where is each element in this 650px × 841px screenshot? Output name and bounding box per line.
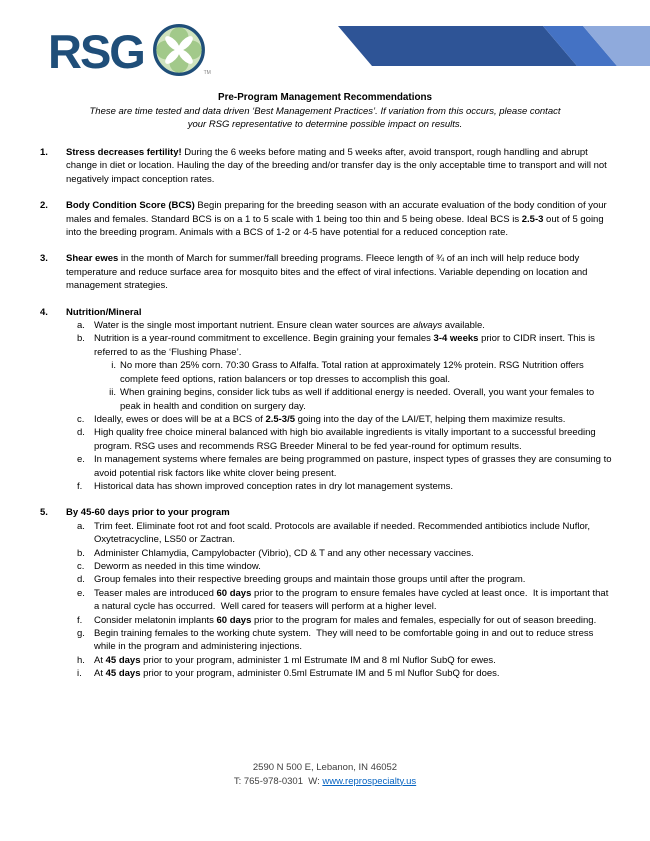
list-item [77, 480, 614, 493]
list-marker: b. [77, 547, 85, 559]
list-marker: d. [77, 427, 85, 439]
footer-website-link[interactable]: www.reprospecialty.us [322, 775, 417, 787]
list-item-text: Consider melatonin implants 60 days prior to the program for males and females, especially for out of season breeding. [94, 614, 597, 626]
list-item-text: At 45 days prior to your program, administer 0.5ml Estrumate IM and 5 ml Nuflor SubQ for does. [94, 668, 500, 680]
list-item [40, 306, 614, 319]
list-item-text: At 45 days prior to your program, administer 1 ml Estrumate IM and 8 ml Nuflor SubQ for ewes. [94, 654, 496, 666]
list-marker: ii. [109, 387, 116, 399]
header-banner-graphic [0, 26, 650, 66]
list-item-text: No more than 25% corn. 70:30 Grass to Alfalfa. Total ration at approximately 12% protein. RSG Nutrition offers complete feed options, ration balancers or top dresses to accomplish this goal. [120, 360, 587, 385]
list-item-group [40, 199, 614, 239]
list-item-group [40, 560, 614, 573]
list-marker: d. [77, 574, 85, 586]
list-item [77, 654, 614, 667]
list-item [77, 426, 614, 453]
list-item [77, 332, 614, 359]
list-item [103, 359, 614, 386]
list-item-group [40, 332, 614, 412]
list-item-text: Stress decreases fertility! During the 6 weeks before mating and 5 weeks after, avoid transport, rough handling and abrupt change in diet or location. Hauling the day of the breeding and/or transfer day is the only acceptable time to transport and will not negatively impact conception rates. [66, 147, 610, 185]
rsg-logo-text: RSG [48, 24, 144, 78]
list-item-group [40, 480, 614, 493]
list-item-text: High quality free choice mineral balanced with high bio available ingredients is vitally important to a successful breeding program. RSG uses and recommends RSG Breeder Mineral to be fed year-round for optimum results. [94, 427, 599, 452]
list-item-group [40, 654, 614, 667]
page-title: Pre-Program Management Recommendations [217, 92, 432, 103]
list-item-text: Deworm as needed in this time window. [94, 560, 261, 572]
list-marker: h. [77, 654, 85, 666]
list-item-group [40, 146, 614, 186]
list-marker: f. [77, 614, 83, 626]
list-marker: c. [77, 413, 85, 425]
list-item-text: Water is the single most important nutrient. Ensure clean water sources are always available. [94, 320, 485, 332]
list-marker: a. [77, 520, 85, 532]
list-item-group [40, 520, 614, 547]
list-item [77, 453, 614, 480]
list-marker: i. [111, 360, 116, 372]
list-item [77, 614, 614, 627]
list-marker: e. [77, 587, 85, 599]
list-item-text: Administer Chlamydia, Campylobacter (Vibrio), CD & T and any other necessary vaccines. [94, 547, 474, 559]
list-item-text: Ideally, ewes or does will be at a BCS of 2.5-3/5 going into the day of the LAI/ET, helping them maximize results. [94, 413, 566, 425]
list-item-text: Begin training females to the working chute system. They will need to be comfortable going in and out to reduce stress while in the program and administering injections. [94, 628, 597, 653]
list-item [40, 146, 614, 186]
list-item-group [40, 413, 614, 426]
list-item-text: Group females into their respective breeding groups and maintain those groups until after the program. [94, 574, 526, 586]
list-item-group [40, 627, 614, 654]
list-item [77, 560, 614, 573]
list-item [40, 199, 614, 239]
list-item-text: In management systems where females are being programmed on pasture, inspect types of grasses they are consuming to avoid potential risk factors like white clover being present. [94, 454, 615, 479]
list-marker: 2. [40, 200, 48, 212]
list-item-text: Trim feet. Eliminate foot rot and foot scald. Protocols are available if needed. Recommended antibiotics include Nuflor, Oxytetracycline, LS50 or Zactran. [94, 520, 593, 546]
list-item [77, 573, 614, 586]
trademark-label: TM [203, 70, 211, 76]
page-footer [0, 761, 650, 788]
list-item-text: Historical data has shown improved conception rates in dry lot management systems. [94, 480, 454, 492]
recommendations-list [40, 146, 614, 694]
list-item [77, 547, 614, 560]
list-marker: e. [77, 454, 85, 466]
list-marker: i. [77, 668, 82, 680]
list-item-text: Nutrition/Mineral [66, 306, 142, 318]
list-marker: f. [77, 480, 83, 492]
list-marker: g. [77, 628, 85, 639]
list-item-group [40, 506, 614, 680]
list-item [77, 667, 614, 680]
list-item [77, 413, 614, 426]
list-item [77, 520, 614, 547]
list-item-group [40, 426, 614, 453]
footer-phone: T: 765-978-0301 W: [233, 775, 323, 787]
title-block [0, 91, 650, 131]
list-marker: 3. [40, 253, 48, 265]
list-item-text: Shear ewes in the month of March for summer/fall breeding programs. Fleece length of ¾ of an inch will help reduce body temperature and reduce surface area for mosquito bites and the effect of viral infections. Variable depending on location and management strategies. [66, 253, 591, 292]
list-marker: 4. [40, 306, 48, 318]
list-item-group [40, 386, 614, 413]
list-marker: c. [77, 560, 85, 572]
list-marker: 1. [40, 147, 48, 158]
list-item [77, 319, 614, 332]
list-item [40, 506, 614, 519]
footer-address: 2590 N 500 E, Lebanon, IN 46052 [252, 762, 398, 773]
list-item-group [40, 306, 614, 494]
page-subtitle: These are time tested and data driven ‘Best Management Practices’. If variation from this occurs, please contact your RSG representative to determine possible impact on results. [89, 105, 561, 130]
list-item-group [40, 319, 614, 332]
list-item-text: When graining begins, consider lick tubs as well if additional energy is needed. Overall, you want your females to peak in health and condition on surgery day. [120, 387, 597, 412]
footer-contact-line [0, 775, 650, 789]
list-item-group [40, 587, 614, 614]
list-item [77, 587, 614, 614]
list-item-group [40, 453, 614, 480]
list-item-text: Body Condition Score (BCS) Begin preparing for the breeding season with an accurate evaluation of the body condition of your males and females. Standard BCS is on a 1 to 5 scale with 1 being too thin and 5 being obese. Ideal BCS is 2.5-3 out of 5 going into the breeding program. Animals with a BCS of 1-2 or 4-5 have potential for a reduced conception rate. [66, 200, 610, 239]
list-item-text: Nutrition is a year-round commitment to excellence. Begin graining your females 3-4 weeks prior to CIDR insert. This is referred to as the ‘Flushing Phase’. [94, 333, 598, 358]
list-item-group [40, 614, 614, 627]
list-item-group [40, 547, 614, 560]
list-item-group [40, 359, 614, 386]
list-item [40, 252, 614, 292]
list-marker: b. [77, 333, 85, 345]
list-marker: a. [77, 320, 85, 332]
list-item-group [40, 573, 614, 586]
banner-stripe-dark [338, 26, 577, 66]
list-item-text: By 45-60 days prior to your program [66, 507, 230, 519]
list-marker: 5. [40, 507, 48, 519]
list-item-text: Teaser males are introduced 60 days prior to the program to ensure females have cycled at least once. It is important that a natural cycle has occurred. Well cared for teasers will perform at a higher level. [94, 587, 611, 613]
list-item-group [40, 252, 614, 292]
list-item [103, 386, 614, 413]
list-item [77, 627, 614, 654]
list-item-group [40, 667, 614, 680]
